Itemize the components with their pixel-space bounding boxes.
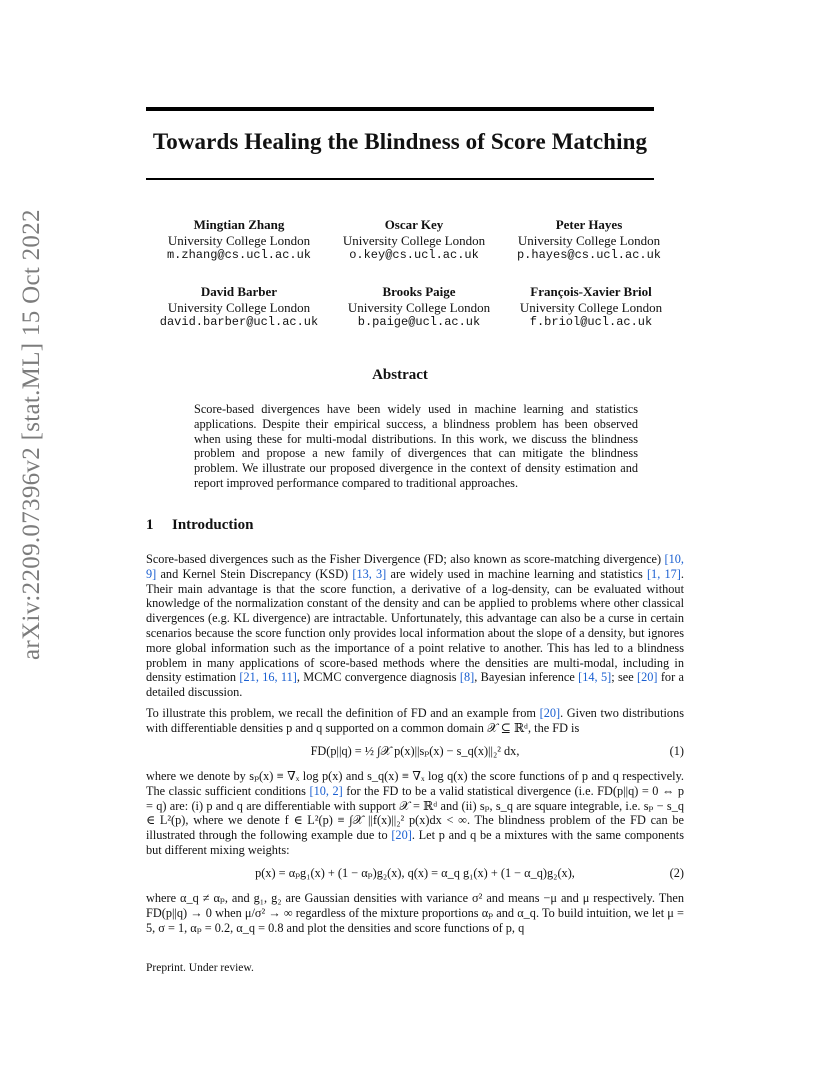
abstract-text: Score-based divergences have been widely used in machine learning and statistics applications. Despite their empirical success, a blindness problem has been observed when using these for multi-modal distributions. In this work, we discuss the blindness problem and propose a new family of divergences that can mitigate the blindness problem. We illustrate our proposed divergence in the context of density estimation and report improved performance compared to traditional approaches. xyxy=(194,402,638,490)
text-run: are widely used in machine learning and statistics xyxy=(386,566,647,581)
equation-body: p(x) = αₚg₁(x) + (1 − αₚ)g₂(x), q(x) = α_q g₁(x) + (1 − α_q)g₂(x), xyxy=(255,866,575,880)
text-run: . Given two distributions with differentiable densities p and q supported on a common domain 𝒳 ⊆ ℝᵈ, the FD is xyxy=(146,706,684,735)
text-run: . Let p and q be a mixtures with the same components but different mixing weights: xyxy=(146,828,684,857)
citation-link[interactable]: [21, 16, 11] xyxy=(239,670,297,685)
text-run: . Their main advantage is that the score function, a derivative of a log-density, can be evaluated without knowledge of the normalization constant of the density and can be applied to problems where other classical divergences (e.g. KL divergence) are intractable. Unfortunately, this advantage can also be a curse in certain scenarios because the score function only provides local information about the slope of a density, but ignores more global information such as the importance of a point relative to another. This has led to a blindness problem in many applications of score-based methods where the densities are multi-modal, including in density estimation xyxy=(146,566,684,685)
text-run: ; see xyxy=(611,670,637,685)
author-name: François-Xavier Briol xyxy=(530,284,652,299)
citation-link[interactable]: [10, 2] xyxy=(309,783,343,798)
title-top-rule xyxy=(146,107,654,111)
citation-link[interactable]: [8] xyxy=(459,670,475,685)
text-run: where we denote by sₚ(x) ≡ ∇ₓ log p(x) and s_q(x) ≡ ∇ₓ log q(x) the score functions of p and q respectively. The classic sufficient conditions xyxy=(146,769,684,798)
author-block xyxy=(149,217,329,264)
author-email[interactable]: b.paige@ucl.ac.uk xyxy=(357,315,481,329)
author-affiliation: University College London xyxy=(167,299,311,315)
citation-link[interactable]: [10, 9] xyxy=(146,552,684,581)
text-run: Score-based divergences such as the Fisher Divergence (FD; also known as score-matching divergence) xyxy=(146,552,665,566)
author-block xyxy=(329,284,509,331)
author-name: Brooks Paige xyxy=(382,284,456,299)
text-run: for the FD to be a valid statistical divergence (i.e. FD(p||q) = 0 ⇔ p = q) are: (i) p and q are differentiable with support 𝒳 = ℝᵈ and (ii) sₚ, s_q are square integrable, i.e. sₚ − s_q ∈ L²(p), where we denote f ∈ L²(p) ≡ ∫𝒳 ||f(x)||₂² p(x)dx < ∞. The blindness problem of the FD can be illustrated through the following example due to xyxy=(146,783,684,843)
author-block xyxy=(324,217,504,264)
citation-link[interactable]: [14, 5] xyxy=(578,670,612,685)
citation-link[interactable]: [1, 17] xyxy=(646,566,681,581)
author-name: Peter Hayes xyxy=(555,217,623,232)
intro-paragraph-3 xyxy=(146,769,684,858)
author-name: Oscar Key xyxy=(384,217,444,232)
equation-1 xyxy=(146,744,684,760)
intro-paragraph-1 xyxy=(146,552,684,700)
title-bottom-rule xyxy=(146,178,654,180)
intro-paragraph-4: where α_q ≠ αₚ, and g₁, g₂ are Gaussian densities with variance σ² and means −μ and μ respectively. Then FD(p||q) → 0 when μ/σ² → ∞ regardless of the mixture proportions αₚ and α_q. To build intuition, we let μ = 5, σ = 1, αₚ = 0.2, α_q = 0.8 and plot the densities and score functions of p, q xyxy=(146,891,684,935)
citation-link[interactable]: [20] xyxy=(391,828,412,843)
author-block xyxy=(501,284,681,331)
author-affiliation: University College London xyxy=(342,232,486,248)
citation-link[interactable]: [13, 3] xyxy=(352,566,387,581)
text-run: , Bayesian inference xyxy=(474,670,579,685)
preprint-footer: Preprint. Under review. xyxy=(146,962,254,974)
arxiv-identifier: arXiv:2209.07396v2 [stat.ML] 15 Oct 2022 xyxy=(18,209,45,660)
author-block xyxy=(149,284,329,331)
author-email[interactable]: f.briol@ucl.ac.uk xyxy=(529,315,653,329)
citation-link[interactable]: [20] xyxy=(539,706,561,720)
author-affiliation: University College London xyxy=(167,232,311,248)
equation-body: FD(p||q) = ½ ∫𝒳 p(x)||sₚ(x) − s_q(x)||₂² dx, xyxy=(310,744,520,758)
author-affiliation: University College London xyxy=(347,299,491,315)
text-run: , MCMC convergence diagnosis xyxy=(296,670,460,685)
text-run: To illustrate this problem, we recall the definition of FD and an example from xyxy=(146,706,540,720)
author-email[interactable]: david.barber@ucl.ac.uk xyxy=(159,315,319,329)
text-run: and Kernel Stein Discrepancy (KSD) xyxy=(156,566,353,581)
author-email[interactable]: m.zhang@cs.ucl.ac.uk xyxy=(166,248,312,262)
intro-paragraph-2 xyxy=(146,706,684,736)
paper-title: Towards Healing the Blindness of Score Matching xyxy=(152,129,648,154)
author-email[interactable]: p.hayes@cs.ucl.ac.uk xyxy=(516,248,662,262)
equation-number: (1) xyxy=(669,744,684,758)
section-heading xyxy=(146,517,253,534)
equation-number: (2) xyxy=(669,866,684,880)
section-title: Introduction xyxy=(172,517,254,533)
author-affiliation: University College London xyxy=(517,232,661,248)
abstract-heading: Abstract xyxy=(372,367,428,383)
section-number: 1 xyxy=(146,517,154,533)
author-email[interactable]: o.key@cs.ucl.ac.uk xyxy=(349,248,479,262)
author-name: Mingtian Zhang xyxy=(193,217,285,232)
citation-link[interactable]: [20] xyxy=(637,670,658,685)
author-affiliation: University College London xyxy=(519,299,663,315)
text-run: for a detailed discussion. xyxy=(146,670,684,700)
author-name: David Barber xyxy=(200,284,278,299)
author-block xyxy=(499,217,679,264)
equation-2 xyxy=(146,866,684,882)
